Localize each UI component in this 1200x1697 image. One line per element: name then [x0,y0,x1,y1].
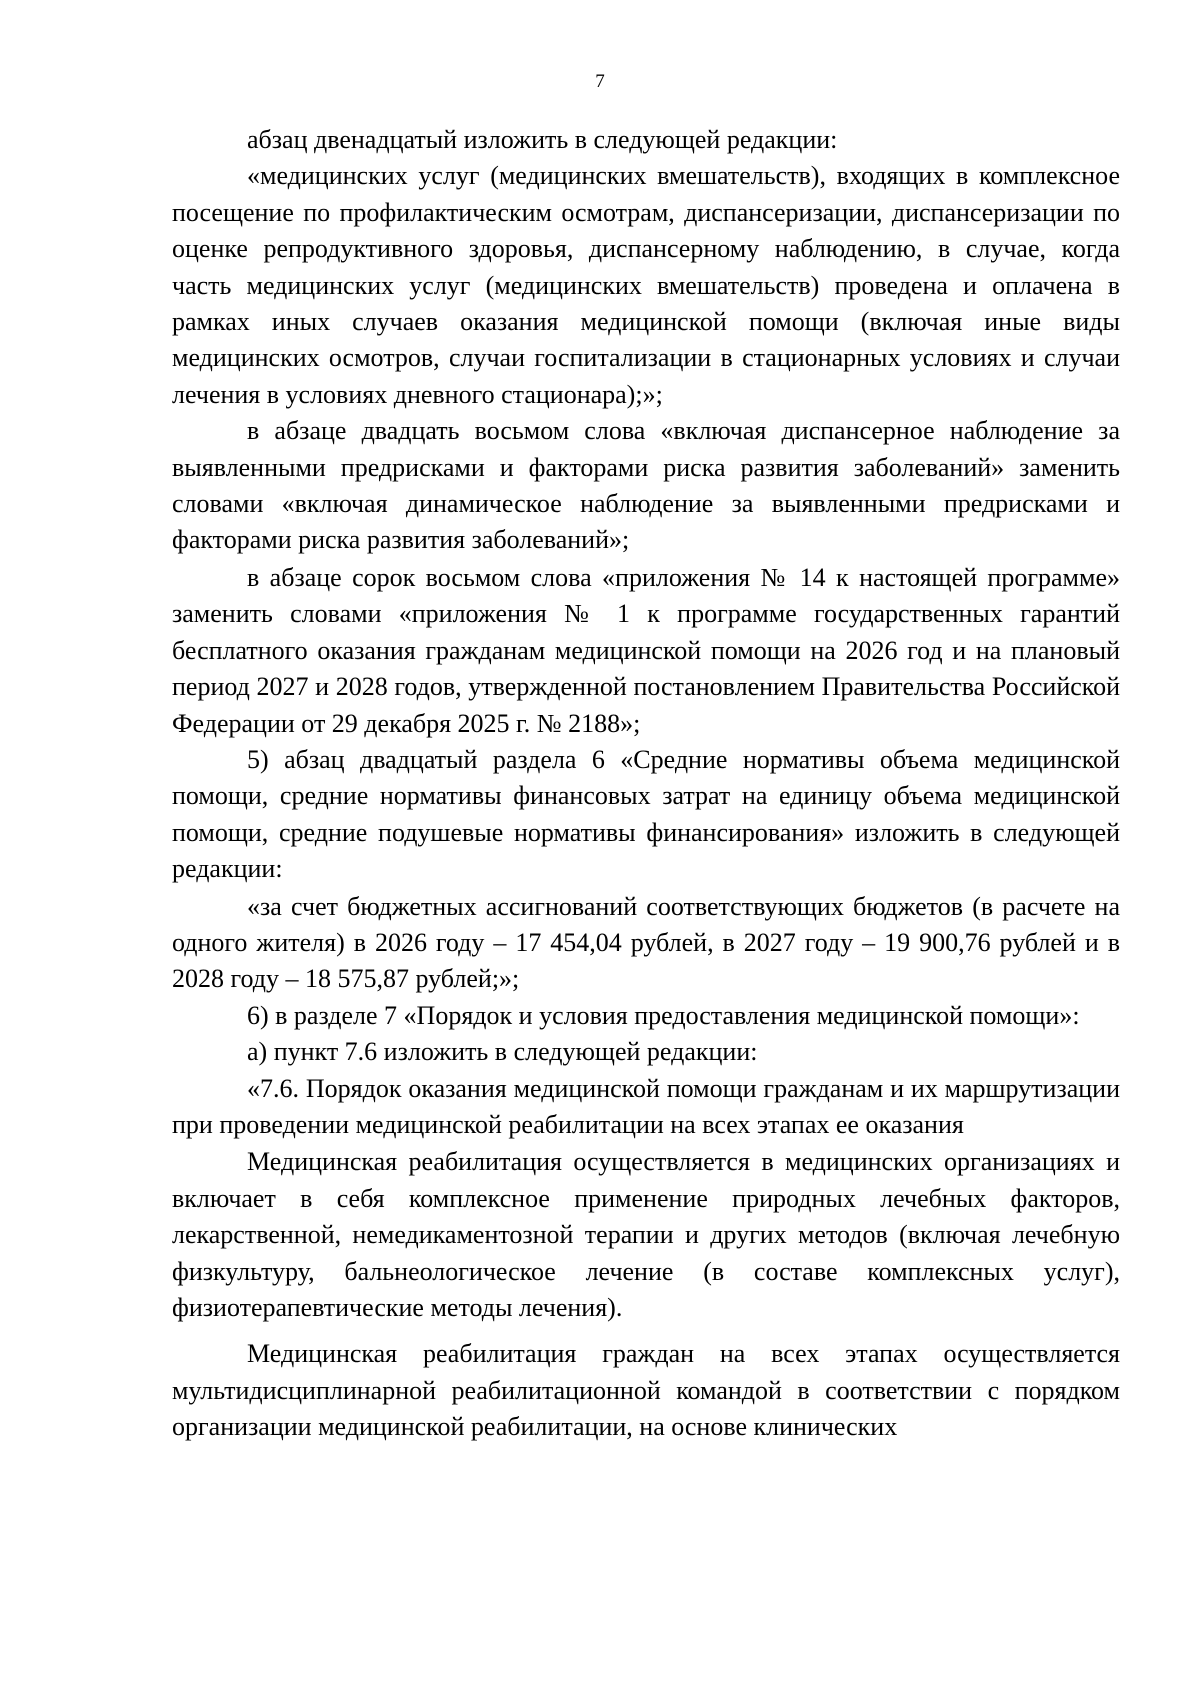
paragraph-section-7-6-heading: «7.6. Порядок оказания медицинской помощи гражданам и их маршрутизации при проведении медицинской реабилитации на всех этапах ее оказания [172,1073,1120,1139]
paragraph-item-a: а) пункт 7.6 изложить в следующей редакции: [247,1037,758,1067]
paragraph-forty-eighth-abzac: в абзаце сорок восьмом слова «приложения № 14 к настоящей программе» заменить словами «приложения № 1 к программе государственных гарантий бесплатного оказания гражданам медицинской помощи на 2026 год и на плановый период 2027 и 2028 годов, утвержденной постановлением Правительства Российской Федерации от 29 декабря 2025 г. № 2188»; [172,562,1120,738]
paragraph-rehabilitation-team: Медицинская реабилитация граждан на всех этапах осуществляется мультидисциплинарной реабилитационной командой в соответствии с порядком организации медицинской реабилитации, на основе клинических [172,1339,1120,1442]
paragraph-budget-allocations: «за счет бюджетных ассигнований соответствующих бюджетов (в расчете на одного жителя) в 2026 году – 17 454,04 рублей, в 2027 году – 19 900,76 рублей и в 2028 году – 18 575,87 рублей;»; [172,891,1120,994]
paragraph-item-5: 5) абзац двадцатый раздела 6 «Средние нормативы объема медицинской помощи, средние нормативы финансовых затрат на единицу объема медицинской помощи, средние подушевые нормативы финансирования» изложить в следующей редакции: [172,744,1120,884]
paragraph-medical-services-quote: «медицинских услуг (медицинских вмешательств), входящих в комплексное посещение по профилактическим осмотрам, диспансеризации, диспансеризации по оценке репродуктивного здоровья, диспансерному наблюдению, в случае, когда часть медицинских услуг (медицинских вмешательств) проведена и оплачена в рамках иных случаев оказания медицинской помощи (включая иные виды медицинских осмотров, случаи госпитализации в стационарных условиях и случаи лечения в условиях дневного стационара);»; [172,161,1120,409]
paragraph-item-6: 6) в разделе 7 «Порядок и условия предоставления медицинской помощи»: [247,1000,1080,1030]
paragraph-twelfth-abzac: абзац двенадцатый изложить в следующей редакции: [247,125,838,154]
document-body [172,122,1120,1446]
paragraph-medical-rehabilitation-definition: Медицинская реабилитация осуществляется в медицинских организациях и включает в себя комплексное применение природных лечебных факторов, лекарственной, немедикаментозной терапии и других методов (включая лечебную физкультуру, бальнеологическое лечение (в составе комплексных услуг), физиотерапевтические методы лечения). [172,1147,1120,1322]
page-number: 7 [595,71,605,92]
paragraph-twenty-eighth-abzac: в абзаце двадцать восьмом слова «включая диспансерное наблюдение за выявленными предрисками и факторами риска развития заболеваний» заменить словами «включая динамическое наблюдение за выявленными предрисками и факторами риска развития заболеваний»; [172,416,1120,555]
